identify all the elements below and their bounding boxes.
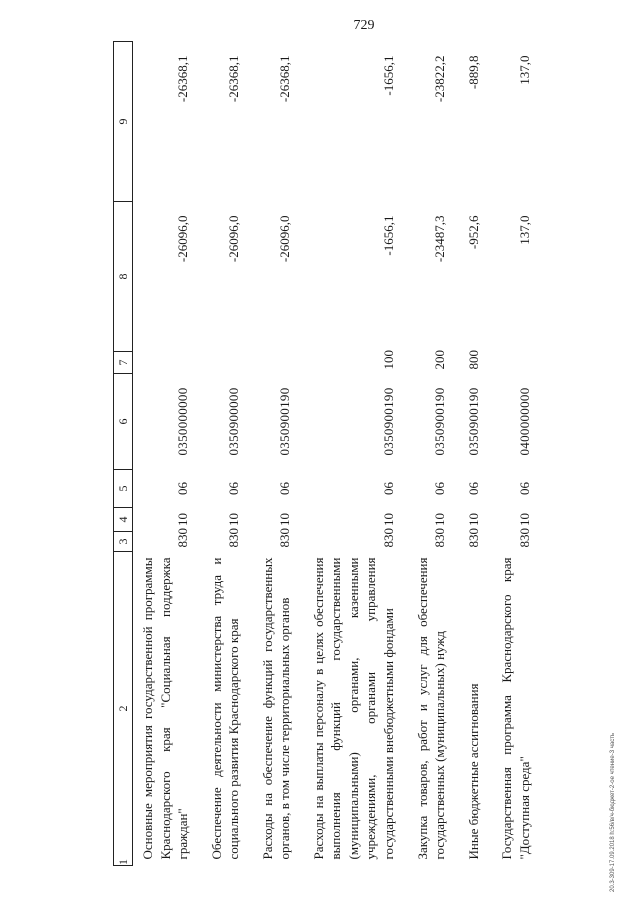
- row-csr: 0350900190: [381, 387, 397, 456]
- row-sum-2: -26368,1: [277, 55, 293, 103]
- row-vr: [492, 352, 543, 374]
- row-csr: 0350900190: [277, 387, 293, 456]
- row-pr: 06: [432, 482, 448, 495]
- budget-table-container: [113, 42, 583, 866]
- row-code: 830: [432, 528, 448, 548]
- row-sum-2: -889,8: [465, 55, 481, 90]
- header-col-4: 4: [114, 508, 133, 532]
- table-row: [408, 42, 459, 866]
- row-sum-1: -26096,0: [277, 215, 293, 263]
- row-name: Расходы на выплаты персоналу в целях обеспечения выполнения функций государственными (муниципальными) органами, казенными учреждениями, органами управления государственными внебюджетными фондами: [310, 557, 397, 860]
- row-name: Расходы на обеспечение функций государственных органов, в том числе территориальных органов: [259, 557, 293, 860]
- row-pr: 06: [516, 482, 532, 495]
- row-sum-2: 137,0: [516, 55, 532, 85]
- table-body: [133, 42, 544, 866]
- row-vr: [133, 352, 202, 374]
- row-name: Иные бюджетные ассигнования: [465, 683, 481, 860]
- row-vr: [202, 352, 253, 374]
- table-row: [492, 42, 543, 866]
- row-pr: 06: [465, 482, 481, 495]
- row-rz: 10: [226, 513, 242, 526]
- header-col-2: 2: [114, 552, 133, 866]
- row-csr: 0400000000: [516, 387, 532, 456]
- row-name: Закупка товаров, работ и услуг для обеспечения государственных (муниципальных) нужд: [414, 557, 448, 860]
- row-code: 830: [277, 528, 293, 548]
- row-code: 830: [226, 528, 242, 548]
- row-sum-1: -26096,0: [226, 215, 242, 263]
- row-sum-2: -26368,1: [226, 55, 242, 103]
- row-vr: 100: [381, 350, 397, 370]
- row-csr: 0350000000: [175, 387, 191, 456]
- page-number: 729: [353, 18, 375, 33]
- row-csr: 0350900190: [465, 387, 481, 456]
- table-row: [133, 42, 202, 866]
- row-sum-1: -952,6: [465, 215, 481, 250]
- row-rz: 10: [516, 513, 532, 526]
- row-sum-1: -1656,1: [381, 215, 397, 256]
- row-pr: 06: [226, 482, 242, 495]
- row-sum-2: -26368,1: [175, 55, 191, 103]
- row-rz: 10: [175, 513, 191, 526]
- row-sum-1: 137,0: [516, 215, 532, 245]
- row-rz: 10: [432, 513, 448, 526]
- row-name: Обеспечение деятельности министерства труда и социального развития Краснодарского края: [208, 557, 242, 860]
- header-col-9: 9: [114, 42, 133, 202]
- header-col-3: 3: [114, 532, 133, 552]
- table-header: 1 2 3 4 5 6 7 8 9: [114, 42, 133, 866]
- row-rz: 10: [277, 513, 293, 526]
- row-pr: 06: [277, 482, 293, 495]
- row-code: 830: [516, 528, 532, 548]
- row-vr: [253, 352, 304, 374]
- row-csr: 0350900000: [226, 387, 242, 456]
- header-col-6: 6: [114, 374, 133, 470]
- row-name: Основные мероприятия государственной программы Краснодарского края "Социальная поддержка граждан": [140, 557, 191, 860]
- row-sum-1: -26096,0: [175, 215, 191, 263]
- table-row: [459, 42, 493, 866]
- header-col-7: 7: [114, 352, 133, 374]
- row-sum-2: -23822,2: [432, 55, 448, 103]
- row-name: Государственная программа Краснодарского края "Доступная среда": [499, 557, 532, 860]
- row-code: 830: [465, 528, 481, 548]
- footer-note: 20.3-309-17.09.2018 h:56/в/ч-бюджет-2-ое чтение-3 часть: [610, 732, 616, 892]
- row-vr: 200: [432, 350, 448, 370]
- header-col-8: 8: [114, 202, 133, 352]
- table-row: [304, 42, 408, 866]
- row-code: 830: [175, 528, 191, 548]
- row-csr: 0350900190: [432, 387, 448, 456]
- budget-table: [113, 41, 543, 866]
- table-row: [253, 42, 304, 866]
- row-code: 830: [381, 528, 397, 548]
- table-row: [202, 42, 253, 866]
- row-sum-2: -1656,1: [381, 55, 397, 96]
- row-rz: 10: [381, 513, 397, 526]
- row-rz: 10: [465, 513, 481, 526]
- row-pr: 06: [175, 482, 191, 495]
- row-sum-1: -23487,3: [432, 215, 448, 263]
- row-vr: 800: [465, 350, 481, 370]
- header-col-5: 5: [114, 470, 133, 508]
- row-pr: 06: [381, 482, 397, 495]
